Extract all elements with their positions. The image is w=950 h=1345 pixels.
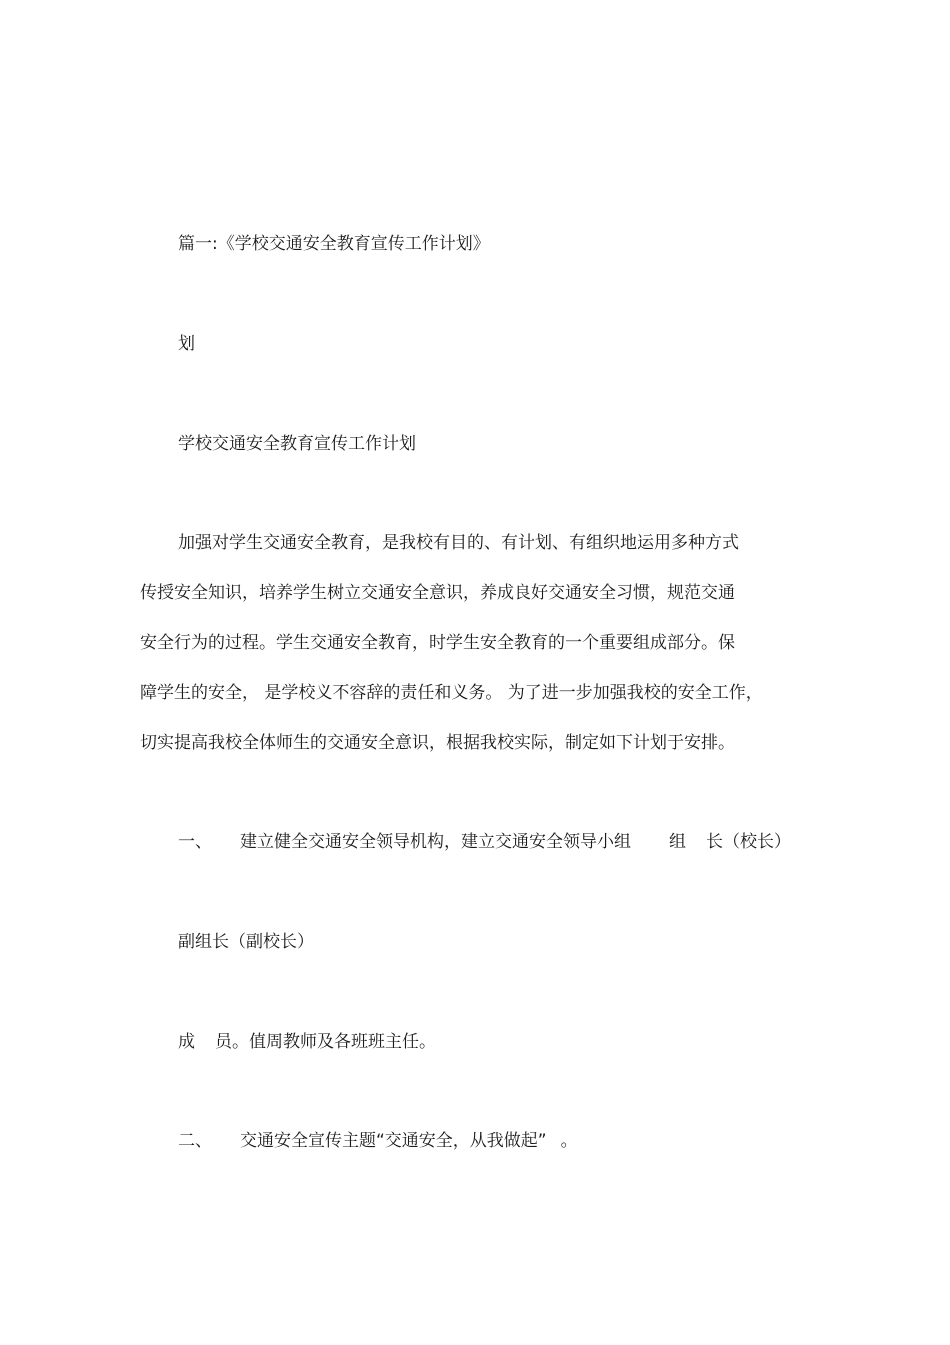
members-line xyxy=(178,1031,436,1053)
deputy-leader: 副组长（副校长） xyxy=(178,932,314,952)
document-heading: 篇一:《学校交通安全教育宣传工作计划》 xyxy=(178,234,490,254)
section-2-heading xyxy=(178,1130,578,1152)
section-2-number: 二、 xyxy=(178,1131,212,1151)
leader-label-b: 长（校长） xyxy=(706,832,791,852)
heading-fragment: 划 xyxy=(178,334,195,354)
members-label: 成 xyxy=(178,1032,195,1052)
section-2-end: 。 xyxy=(560,1131,578,1151)
section-1-heading xyxy=(178,831,791,853)
intro-line-5: 切实提高我校全体师生的交通安全意识，根据我校实际，制定如下计划于安排。 xyxy=(140,733,735,753)
section-2-text: 交通安全宣传主题“交通安全，从我做起” xyxy=(240,1131,547,1151)
intro-line-3: 安全行为的过程。学生交通安全教育，时学生安全教育的一个重要组成部分。保 xyxy=(140,633,735,653)
members-text: 员。值周教师及各班班主任。 xyxy=(215,1032,436,1052)
plan-title: 学校交通安全教育宣传工作计划 xyxy=(178,434,416,454)
section-1-text: 建立健全交通安全领导机构，建立交通安全领导小组 xyxy=(240,832,631,852)
intro-line-1: 加强对学生交通安全教育，是我校有目的、有计划、有组织地运用多种方式 xyxy=(178,533,739,553)
section-1-number: 一、 xyxy=(178,832,212,852)
intro-line-2: 传授安全知识，培养学生树立交通安全意识，养成良好交通安全习惯，规范交通 xyxy=(140,583,735,603)
leader-label-a: 组 xyxy=(669,832,686,852)
intro-line-4: 障学生的安全， 是学校义不容辞的责任和义务。 为了进一步加强我校的安全工作， xyxy=(140,683,763,703)
